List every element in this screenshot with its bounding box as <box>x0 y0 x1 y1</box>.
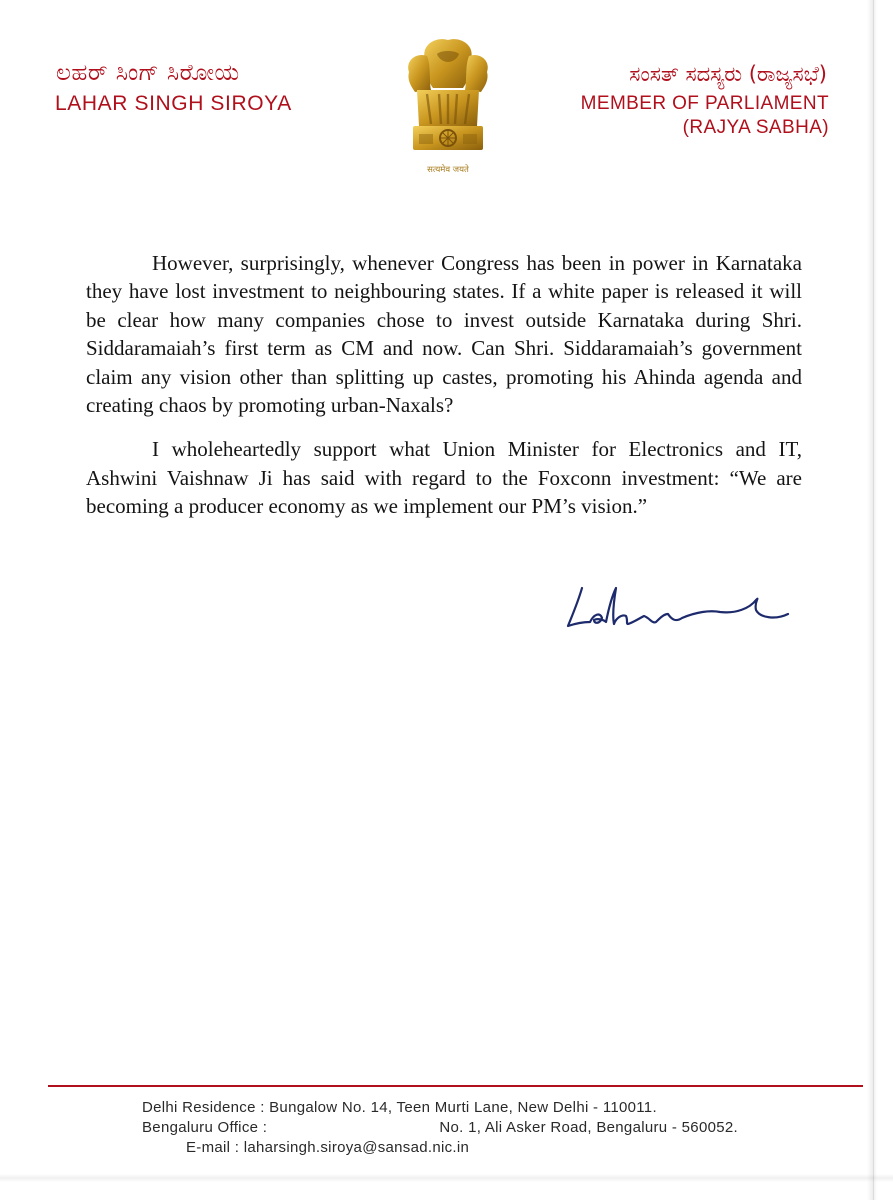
emblem-motto: सत्यमेव जयते <box>427 165 469 175</box>
page-bottom-shadow <box>0 1174 893 1182</box>
member-title-english <box>581 92 829 140</box>
member-name-english: LAHAR SINGH SIROYA <box>55 92 292 115</box>
member-title-kannada: ಸಂಸತ್ ಸದಸ್ಯರು (ರಾಜ್ಯಸಭೆ) <box>629 62 827 86</box>
footer-divider <box>48 1085 863 1087</box>
page-edge-line <box>873 0 874 1200</box>
footer-delhi-residence: Delhi Residence : Bungalow No. 14, Teen Murti Lane, New Delhi - 110011. <box>142 1099 657 1116</box>
letter-body <box>86 249 802 537</box>
footer-address-block <box>142 1098 752 1158</box>
national-emblem-icon <box>393 32 503 182</box>
bengaluru-address: No. 1, Ali Asker Road, Bengaluru - 560052. <box>439 1119 738 1136</box>
member-name-kannada: ಲಹರ್ ಸಿಂಗ್ ಸಿರೋಯ <box>56 60 240 86</box>
title-line-2: (RAJYA SABHA) <box>682 117 829 138</box>
page-edge-shadow <box>867 0 877 1200</box>
footer-bengaluru-office <box>142 1118 738 1138</box>
title-line-1: MEMBER OF PARLIAMENT <box>580 93 829 114</box>
paragraph-2: I wholeheartedly support what Union Minister for Electronics and IT, Ashwini Vaishnaw Ji has said with regard to the Foxconn investment: “We are becoming a producer economy as we implement our PM’s vision.” <box>86 437 802 519</box>
footer-email[interactable]: E-mail : laharsingh.siroya@sansad.nic.in <box>186 1139 470 1156</box>
bengaluru-label: Bengaluru Office : <box>142 1119 268 1136</box>
paragraph-1: However, surprisingly, whenever Congress has been in power in Karnataka they have lost investment to neighbouring states. If a white paper is released it will be clear how many companies chose to invest outside Karnataka during Shri. Siddaramaiah’s first term as CM and now. Can Shri. Siddaramaiah’s government claim any vision other than splitting up castes, promoting his Ahinda agenda and creating chaos by promoting urban-Naxals? <box>86 251 802 418</box>
handwritten-signature <box>560 578 810 638</box>
